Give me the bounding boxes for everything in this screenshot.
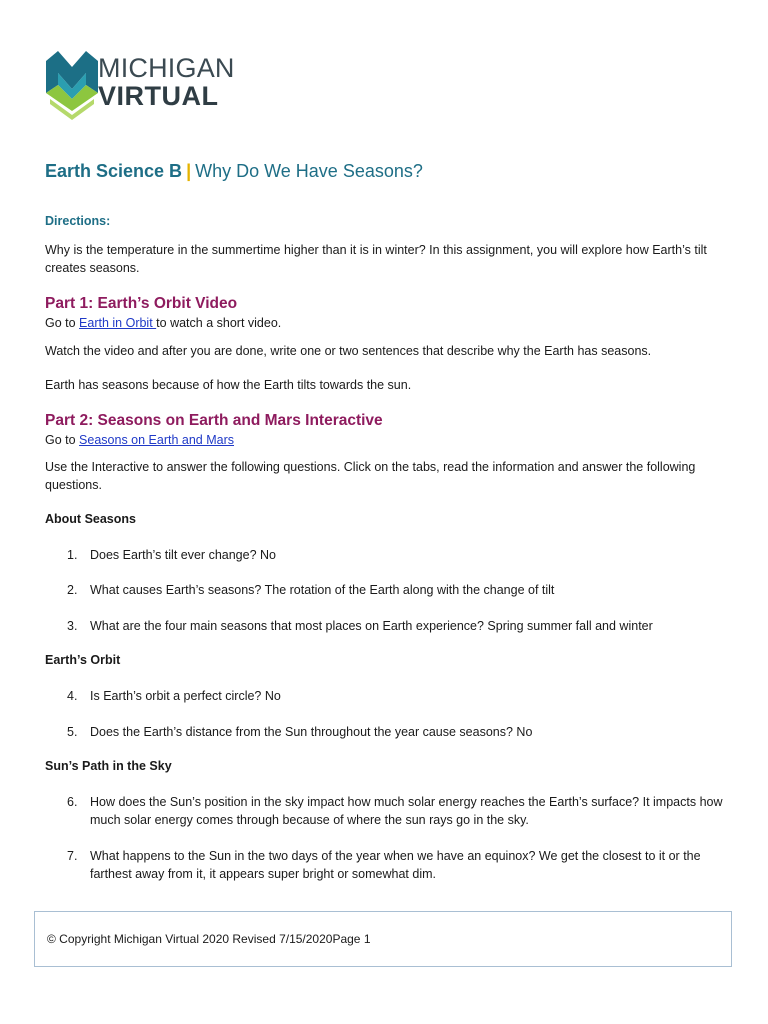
question-number: 2. [67, 583, 78, 597]
part1-goto-suffix: to watch a short video. [156, 316, 282, 330]
part2-goto-prefix: Go to [45, 433, 80, 447]
directions-text: Why is the temperature in the summertime higher than it is in winter? In this assignment, you will explore how Earth’s tilt creates seasons. [45, 243, 707, 275]
question-number: 4. [67, 689, 78, 703]
question-item [45, 581, 725, 599]
question-text: What causes Earth’s seasons? The rotation of the Earth along with the change of tilt [90, 583, 555, 597]
part1-heading: Part 1: Earth’s Orbit Video [45, 295, 238, 312]
question-number: 7. [67, 849, 78, 863]
question-number: 5. [67, 725, 78, 739]
logo-text-michigan: MICHIGAN [98, 53, 235, 83]
part2-goto [45, 431, 725, 449]
question-number: 6. [67, 795, 78, 809]
directions-heading: Directions: [45, 214, 111, 228]
part1-goto-prefix: Go to [45, 316, 80, 330]
question-text: Does Earth’s tilt ever change? No [90, 548, 276, 562]
earth-in-orbit-link[interactable]: Earth in Orbit [79, 316, 157, 330]
part1-goto [45, 314, 725, 332]
question-item [45, 847, 725, 883]
assignment-topic: Why Do We Have Seasons? [195, 161, 423, 181]
question-text: How does the Sun’s position in the sky impact how much solar energy reaches the Earth’s surface? It impacts how much solar energy comes through because of where the sun rays go in the sky. [90, 795, 723, 827]
question-number: 3. [67, 619, 78, 633]
part2-instruction: Use the Interactive to answer the following questions. Click on the tabs, read the information and answer the following questions. [45, 460, 696, 492]
michigan-virtual-logo [46, 47, 236, 122]
section-heading-suns-path: Sun’s Path in the Sky [45, 759, 172, 773]
logo-text-virtual: VIRTUAL [98, 81, 219, 111]
question-text: Is Earth’s orbit a perfect circle? No [90, 689, 281, 703]
question-text: Does the Earth’s distance from the Sun throughout the year cause seasons? No [90, 725, 533, 739]
title-separator: | [186, 161, 192, 181]
part1-instruction: Watch the video and after you are done, write one or two sentences that describe why the Earth has seasons. [45, 344, 652, 358]
section-heading-about-seasons: About Seasons [45, 512, 136, 526]
question-text: What happens to the Sun in the two days of the year when we have an equinox? We get the closest to it or the farthest away from it, it appears super bright or somewhat dim. [90, 849, 701, 881]
page-title [45, 158, 725, 184]
question-list-earths-orbit [45, 687, 725, 741]
part1-answer: Earth has seasons because of how the Earth tilts towards the sun. [45, 378, 412, 392]
part2-heading: Part 2: Seasons on Earth and Mars Interactive [45, 412, 383, 429]
question-list-about-seasons [45, 546, 725, 635]
question-item [45, 617, 725, 635]
question-list-suns-path [45, 793, 725, 883]
question-item [45, 546, 725, 564]
footer-copyright: © Copyright Michigan Virtual 2020 Revised 7/15/2020Page 1 [47, 932, 371, 946]
question-item [45, 723, 725, 741]
document-body [45, 158, 725, 883]
michigan-virtual-logo-mark [46, 47, 98, 121]
page-footer [34, 911, 732, 967]
question-item [45, 687, 725, 705]
question-item [45, 793, 725, 829]
course-name: Earth Science B [45, 161, 183, 181]
question-text: What are the four main seasons that most places on Earth experience? Spring summer fall and winter [90, 619, 653, 633]
question-number: 1. [67, 548, 78, 562]
section-heading-earths-orbit: Earth’s Orbit [45, 653, 121, 667]
seasons-on-earth-and-mars-link[interactable]: Seasons on Earth and Mars [79, 433, 234, 447]
